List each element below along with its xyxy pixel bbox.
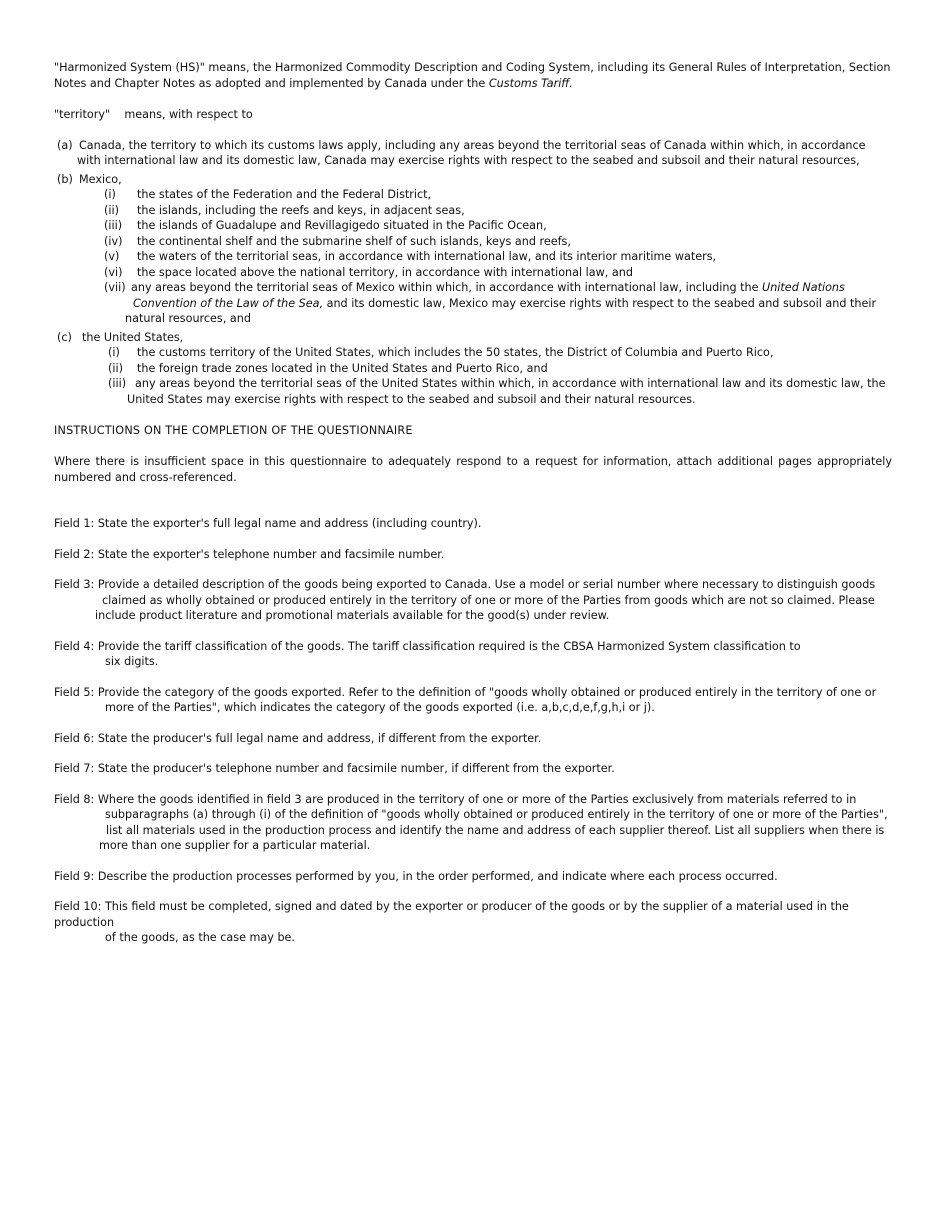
subitem-text: any areas beyond the territorial seas of the United States within which, in accordance with international law and its domestic law, the [135,377,886,390]
document-page [54,60,892,946]
field-text: of the goods, as the case may be. [105,931,295,944]
territory-definition [54,107,892,123]
subitem [57,203,892,219]
subitem [57,234,892,250]
field-3-instruction [54,577,892,624]
field-text: Field 4: Provide the tariff classification of the goods. The tariff classification required is the CBSA Harmonized System classification to [54,639,801,653]
customs-tariff-title: Customs Tariff. [488,76,573,90]
subitem [57,218,892,234]
subitem-number: (ii) [104,203,119,217]
field-2-instruction: Field 2: State the exporter's telephone number and facsimile number. [54,547,445,561]
field-8-instruction [54,792,892,854]
mexico-subitems [57,187,892,280]
subitem-number: (v) [104,250,120,263]
field-text: list all materials used in the production process and identify the name and address of each supplier thereof. List all suppliers when there is [106,823,885,837]
field-7-instruction: Field 7: State the producer's telephone number and facsimile number, if different from the exporter. [54,762,615,775]
unclos-title-part-2: Convention of the Law of the Sea, [133,296,324,310]
item-label: (b) [57,172,73,186]
field-9-instruction: Field 9: Describe the production processes performed by you, in the order performed, and indicate where each process occurred. [54,869,778,883]
field-4-instruction [54,639,892,670]
subitem-text: United States may exercise rights with respect to the seabed and subsoil and their natural resources. [127,392,696,406]
field-text: Field 3: Provide a detailed description of the goods being exported to Canada. Use a model or serial number where necessary to distinguish goods [54,578,876,591]
canada-line-1: Canada, the territory to which its customs laws apply, including any areas beyond the territorial seas of Canada within which, in accordance [79,138,866,152]
subitem-text: the islands of Guadalupe and Revillagigedo situated in the Pacific Ocean, [137,219,547,232]
item-label: (a) [57,138,73,152]
field-instructions [54,516,892,946]
subitem-text: the waters of the territorial seas, in accordance with international law, and its interior maritime waters, [137,250,717,263]
subitem-text: the continental shelf and the submarine shelf of such islands, keys and reefs, [137,234,571,248]
territory-term: "territory" [54,107,111,121]
instructions-heading: INSTRUCTIONS ON THE COMPLETION OF THE QUESTIONNAIRE [54,424,413,437]
subitem-text: the islands, including the reefs and keys, in adjacent seas, [137,203,465,217]
hs-definition [54,60,892,91]
mexico-title: Mexico, [79,172,122,186]
field-6-instruction: Field 6: State the producer's full legal name and address, if different from the exporter. [54,731,542,745]
instructions-intro: Where there is insufficient space in this questionnaire to adequately respond to a request for information, attach additional pages appropriately numbered and cross-referenced. [54,455,892,484]
subitem-number: (i) [104,188,116,201]
subitem-number: (ii) [108,361,123,375]
field-text: Field 5: Provide the category of the goods exported. Refer to the definition of "goods wholly obtained or produced entirely in the territory of one or [54,685,877,699]
subitem-number: (iv) [104,234,123,248]
mexico-subitem-vii [57,280,892,327]
united-states-subitems [57,345,892,376]
subitem-number: (iii) [104,219,123,232]
subitem-number: (vi) [104,265,123,279]
territory-item-canada [57,138,892,169]
subitem-text: natural resources, and [125,312,251,325]
subitem-text: the space located above the national territory, in accordance with international law, and [137,265,633,279]
territory-tail: means, with respect to [124,107,253,121]
field-5-instruction [54,685,892,716]
subitem [57,249,892,265]
united-states-title: the United States, [82,330,184,344]
territory-item-united-states [57,330,892,408]
field-text: more than one supplier for a particular material. [99,839,371,852]
subitem-text: and its domestic law, Mexico may exercise rights with respect to the seabed and subsoil and their [323,296,877,310]
field-text: Field 10: This field must be completed, signed and dated by the exporter or producer of the goods or by the supplier of a material used in the production [54,900,849,929]
subitem [57,345,892,361]
unclos-title-part-1: United Nations [762,281,845,294]
field-10-instruction [54,899,892,946]
subitem [57,265,892,281]
field-1-instruction: Field 1: State the exporter's full legal name and address (including country). [54,517,482,530]
item-label: (c) [57,330,72,344]
subitem-number: (i) [108,346,120,359]
field-text: subparagraphs (a) through (i) of the definition of "goods wholly obtained or produced entirely in the territory of one or more of the Parties", [105,808,888,821]
territory-item-mexico [57,172,892,327]
field-text: six digits. [105,655,159,668]
field-text: claimed as wholly obtained or produced entirely in the territory of one or more of the Parties from goods which are not so claimed. Please [102,593,875,607]
field-text: Field 8: Where the goods identified in field 3 are produced in the territory of one or more of the Parties exclusively from materials referred to in [54,792,857,806]
subitem-text: any areas beyond the territorial seas of Mexico within which, in accordance with international law, including the [131,281,763,294]
field-text: more of the Parties", which indicates the category of the goods exported (i.e. a,b,c,d,e,f,g,h,i or j). [105,701,655,714]
subitem-text: the customs territory of the United States, which includes the 50 states, the District of Columbia and Puerto Rico, [137,346,774,359]
subitem [57,187,892,203]
hs-definition-text: "Harmonized System (HS)" means, the Harmonized Commodity Description and Coding System, including its General Rules of Interpretation, Section Notes and Chapter Notes as adopted and implemented by Canada under the [54,61,891,90]
territory-list [57,138,892,408]
subitem-number: (iii) [108,377,127,390]
subitem [57,361,892,377]
subitem-text: the states of the Federation and the Federal District, [137,188,432,201]
united-states-subitem-iii [57,376,892,407]
subitem-number: (vii) [104,281,126,294]
subitem-text: the foreign trade zones located in the United States and Puerto Rico, and [137,361,548,375]
field-text: include product literature and promotional materials available for the good(s) under review. [95,609,610,622]
canada-line-2: with international law and its domestic law, Canada may exercise rights with respect to the seabed and subsoil and their natural resources, [77,154,860,167]
